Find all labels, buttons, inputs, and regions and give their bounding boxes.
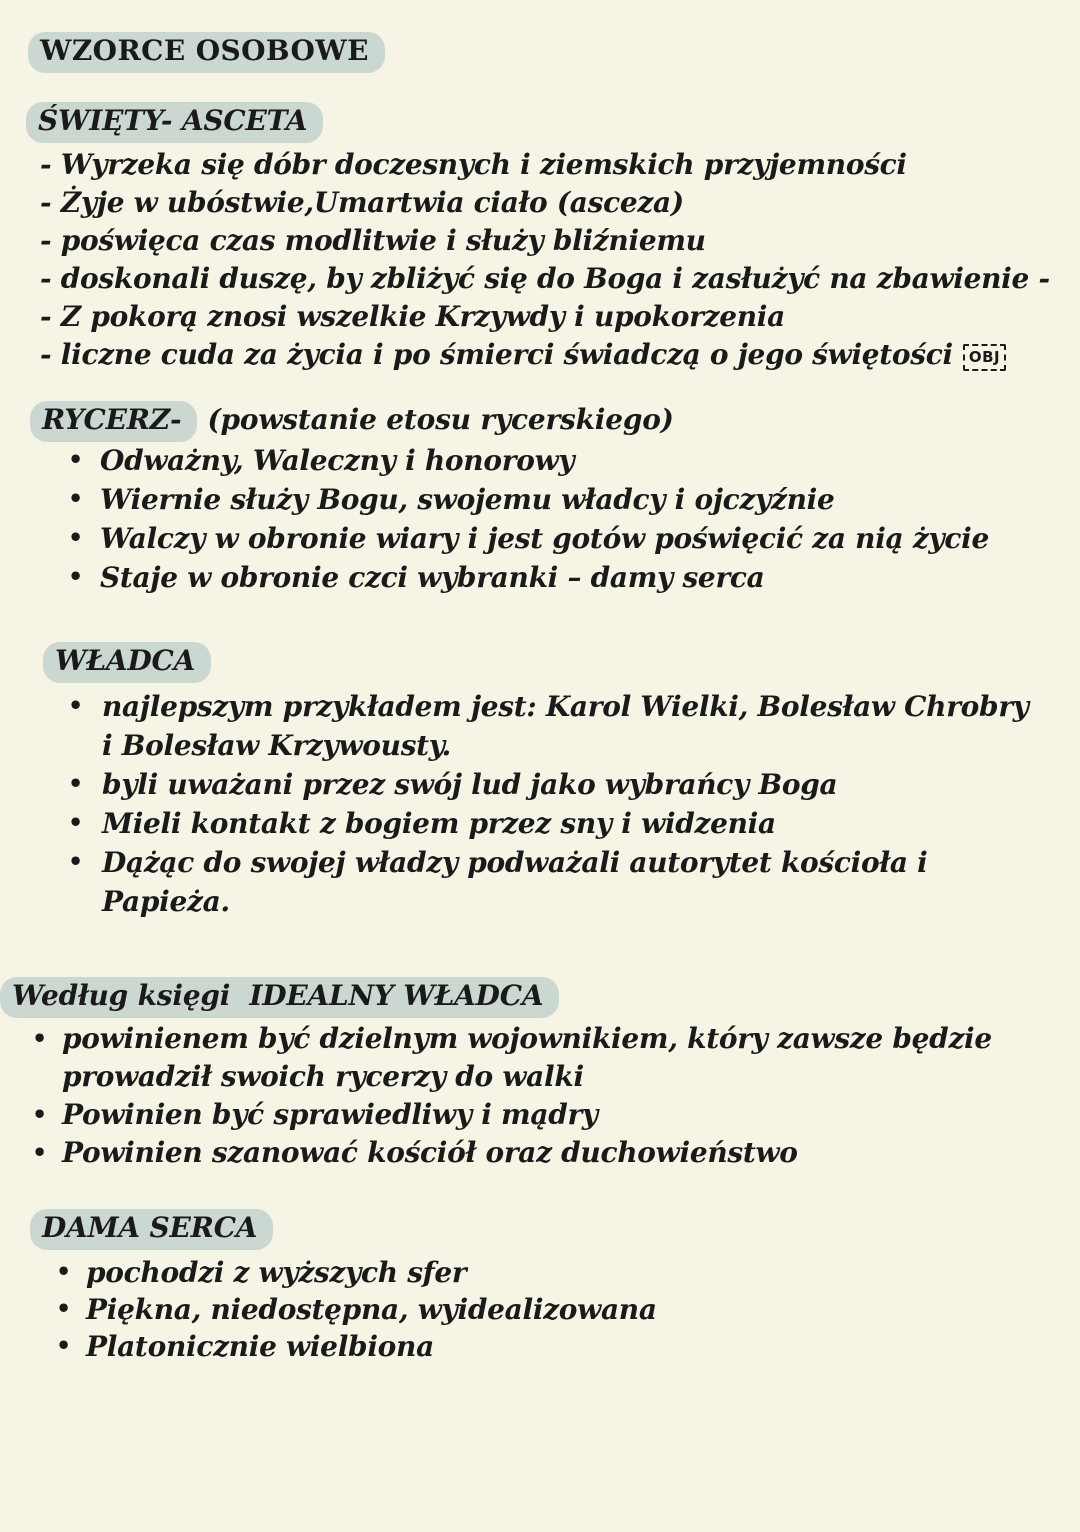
section-heading-wedlug <box>0 977 559 1018</box>
section-heading-dama <box>30 1209 273 1250</box>
text-line-part: - liczne cuda za życia i po śmierci świadczą o jego świętości <box>40 338 953 371</box>
list-item <box>62 1134 992 1172</box>
list-item <box>102 765 1029 804</box>
bullet-line: • Dążąc do swojej władzy podważali autorytet kościoła i <box>102 843 1029 882</box>
text-line: - Wyrzeka się dóbr doczesnych i ziemskich przyjemności <box>40 148 907 181</box>
list-item <box>100 558 989 597</box>
bullet-line: • Odważny, Waleczny i honorowy <box>100 441 989 480</box>
wedlug-bullet-list <box>62 1020 992 1172</box>
dama-bullet-list <box>86 1254 657 1365</box>
dama-heading-highlight: DAMA SERCA <box>30 1209 273 1250</box>
swiety-heading-highlight: ŚWIĘTY- ASCETA <box>26 102 323 143</box>
list-item <box>62 1020 992 1096</box>
bullet-line: • Mieli kontakt z bogiem przez sny i widzenia <box>102 804 1029 843</box>
bullet-line: • Powinien być sprawiedliwy i mądry <box>62 1096 992 1134</box>
text-line: - poświęca czas modlitwie i służy bliźniemu <box>40 224 706 257</box>
bullet-line: prowadził swoich rycerzy do walki <box>62 1060 584 1093</box>
rycerz-heading-highlight: RYCERZ- <box>30 401 197 442</box>
list-item <box>86 1254 657 1291</box>
list-item <box>102 687 1029 765</box>
wladca-bullet-list <box>102 687 1029 921</box>
bullet-line: • powinienem być dzielnym wojownikiem, który zawsze będzie <box>62 1020 992 1058</box>
bullet-line: • Staje w obronie czci wybranki – damy serca <box>100 558 989 597</box>
section-heading-swiety <box>26 102 323 143</box>
list-item <box>100 519 989 558</box>
bullet-line: • najlepszym przykładem jest: Karol Wielki, Bolesław Chrobry <box>102 687 1029 726</box>
section-heading-rycerz <box>30 401 674 442</box>
object-replacement-icon: OBJ <box>963 344 1006 371</box>
bullet-line: • Platonicznie wielbiona <box>86 1328 657 1365</box>
list-item <box>100 441 989 480</box>
bullet-line: Papieża. <box>102 885 230 918</box>
bullet-line: • Wiernie służy Bogu, swojemu władcy i ojczyźnie <box>100 480 989 519</box>
section-heading-wladca <box>43 642 211 683</box>
page-title <box>28 32 385 73</box>
swiety-lines <box>40 146 1050 374</box>
bullet-line: • Walczy w obronie wiary i jest gotów poświęcić za nią życie <box>100 519 989 558</box>
bullet-line: i Bolesław Krzywousty. <box>102 729 452 762</box>
rycerz-heading-rest: (powstanie etosu rycerskiego) <box>207 403 674 436</box>
list-item <box>86 1291 657 1328</box>
text-line: - doskonali duszę, by zbliżyć się do Boga i zasłużyć na zbawienie - <box>40 262 1050 295</box>
wedlug-heading-highlight: Według księgi IDEALNY WŁADCA <box>0 977 559 1018</box>
text-line <box>40 336 1050 374</box>
bullet-line: • pochodzi z wyższych sfer <box>86 1254 657 1291</box>
list-item <box>86 1328 657 1365</box>
title-highlight: WZORCE OSOBOWE <box>28 32 385 73</box>
bullet-line: • Powinien szanować kościół oraz duchowieństwo <box>62 1134 992 1172</box>
wladca-heading-highlight: WŁADCA <box>43 642 211 683</box>
list-item <box>100 480 989 519</box>
bullet-line: • byli uważani przez swój lud jako wybrańcy Boga <box>102 765 1029 804</box>
text-line: - Z pokorą znosi wszelkie Krzywdy i upokorzenia <box>40 300 785 333</box>
bullet-line: • Piękna, niedostępna, wyidealizowana <box>86 1291 657 1328</box>
list-item <box>102 843 1029 921</box>
list-item <box>62 1096 992 1134</box>
rycerz-bullet-list <box>100 441 989 597</box>
list-item <box>102 804 1029 843</box>
text-line: - Żyje w ubóstwie,Umartwia ciało (asceza) <box>40 186 684 219</box>
